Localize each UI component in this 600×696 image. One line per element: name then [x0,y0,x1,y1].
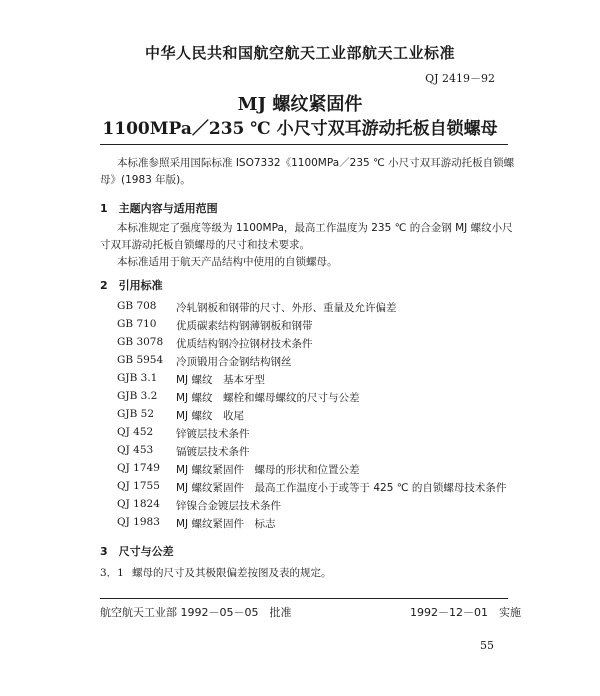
ref-code: QJ 1983 [117,516,160,528]
ref-code: GB 710 [117,318,157,330]
ref-code: GB 708 [117,300,157,312]
ref-code: GB 3078 [117,336,164,348]
ref-code: QJ 453 [117,444,154,456]
title-line-2: 1100MPa／235 ℃ 小尺寸双耳游动托板自锁螺母 [102,119,498,139]
page-number: 55 [480,639,494,652]
title-divider [100,144,508,145]
clause-3-1-number: 3．1 [100,567,124,579]
ref-title: 冷顶锻用合金钢结构钢丝 [176,356,292,368]
ref-title: MJ 螺纹紧固件 标志 [176,518,276,530]
ref-title: 镉镀层技术条件 [176,446,250,458]
ref-title: MJ 螺纹 基本牙型 [176,374,265,386]
section-1-heading: 1 主题内容与适用范围 [100,202,218,215]
ref-title: MJ 螺纹紧固件 最高工作温度小于或等于 425 ℃ 的自锁螺母技术条件 [176,482,507,494]
section-1-para-2: 本标准适用于航天产品结构中使用的自锁螺母。 [117,256,338,268]
ref-code: GJB 52 [117,408,155,420]
ref-title: MJ 螺纹 螺栓和螺母螺纹的尺寸与公差 [176,392,360,404]
ref-title: 冷轧钢板和钢带的尺寸、外形、重量及允许偏差 [176,302,397,314]
section-2-heading: 2 引用标准 [100,279,163,292]
ref-title: MJ 螺纹 收尾 [176,410,244,422]
ref-code: GJB 3.1 [117,372,158,384]
section-3-heading: 3 尺寸与公差 [100,545,174,558]
ref-title: MJ 螺纹紧固件 螺母的形状和位置公差 [176,464,360,476]
title-line-1: MJ 螺纹紧固件 [237,94,363,115]
issuing-authority: 中华人民共和国航空航天工业部航天工业标准 [144,44,455,62]
ref-title: 锌镍合金镀层技术条件 [176,500,281,512]
ref-code: QJ 1755 [117,480,160,492]
intro-line-1: 本标准参照采用国际标准 ISO7332《1100MPa／235 ℃ 小尺寸双耳游动托板自锁螺 [117,157,515,169]
section-1-para-1-line-2: 寸双耳游动托板自锁螺母的尺寸和技术要求。 [100,239,310,251]
ref-title: 优质碳素结构钢薄钢板和钢带 [176,320,313,332]
ref-code: QJ 1749 [117,462,160,474]
ref-code: GJB 3.2 [117,390,158,402]
ref-code: QJ 1824 [117,498,160,510]
ref-title: 锌镀层技术条件 [176,428,250,440]
approval-info: 航空航天工业部 1992－05－05 批准 [100,606,292,619]
intro-line-2: 母》(1983 年版)。 [100,174,191,186]
section-1-para-1-line-1: 本标准规定了强度等级为 1100MPa，最高工作温度为 235 ℃ 的合金钢 MJ 螺纹小尺 [117,222,513,234]
ref-code: GB 5954 [117,354,164,366]
standard-number: QJ 2419－92 [425,72,495,85]
footer-divider [100,598,508,599]
effective-date: 1992－12－01 实施 [410,606,521,619]
clause-3-1-text: 螺母的尺寸及其极限偏差按图及表的规定。 [132,567,332,579]
ref-title: 优质结构钢冷拉钢材技术条件 [176,338,313,350]
ref-code: QJ 452 [117,426,154,438]
